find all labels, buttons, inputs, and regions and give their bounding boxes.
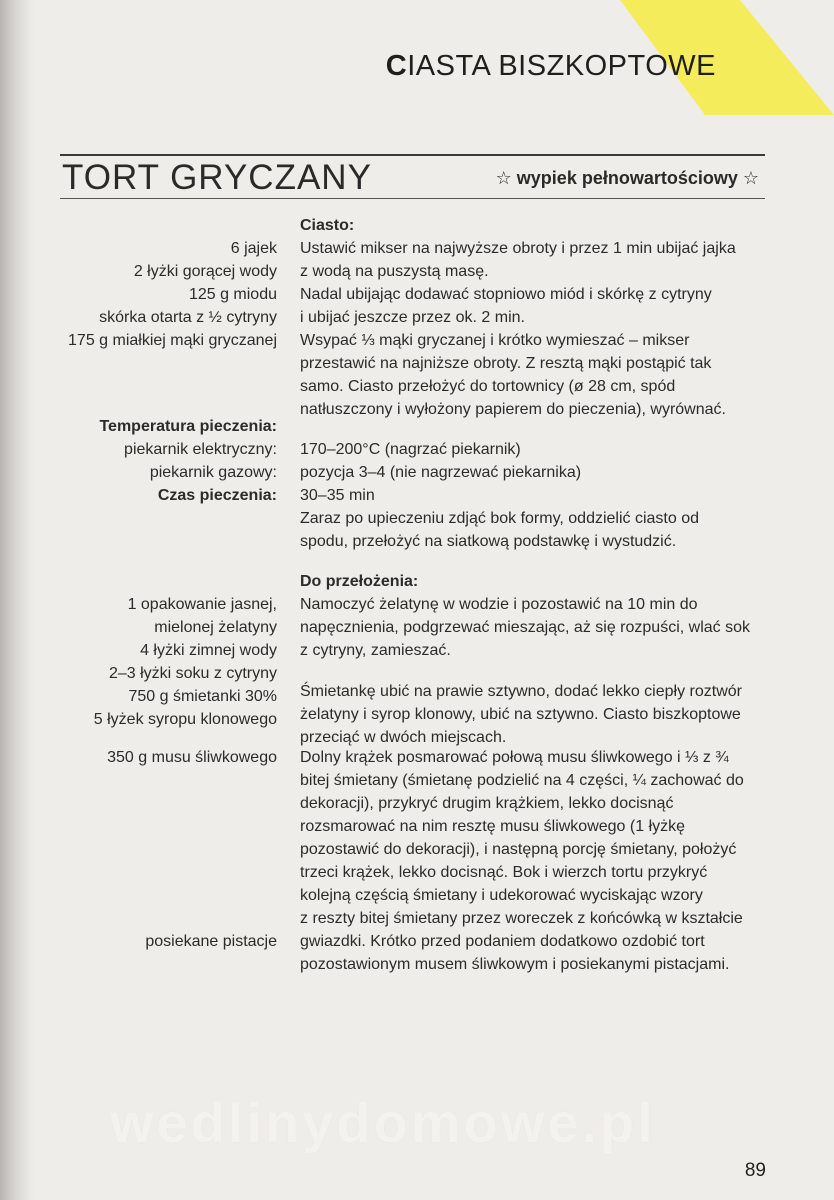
filling-steps-a	[300, 570, 770, 662]
gas-oven-value: pozycja 3–4 (nie nagrzewać piekarnika)	[300, 464, 582, 481]
ingredient: 4 łyżki zimnej wody	[140, 642, 277, 659]
section-heading: Ciasto:	[300, 217, 355, 234]
step-line: i ubijać jeszcze przez ok. 2 min.	[300, 309, 525, 326]
ingredient: 350 g musu śliwkowego	[107, 749, 277, 766]
step-line: Wsypać ⅓ mąki gryczanej i krótko wymieszać – mikser	[300, 332, 690, 349]
baking-time-label: Czas pieczenia:	[157, 487, 277, 504]
ingredient: 750 g śmietanki 30%	[128, 688, 277, 705]
step-line: przeciąć w dwóch miejscach.	[300, 729, 507, 746]
baking-values	[300, 438, 770, 553]
step-line: bitej śmietany (śmietanę podzielić na 4 części, ¼ zachować do	[300, 772, 744, 789]
mus-ingredient	[40, 746, 277, 769]
page-number: 89	[744, 1160, 766, 1181]
electric-oven-label: piekarnik elektryczny:	[124, 441, 277, 458]
ingredient: 6 jajek	[230, 240, 277, 257]
watermark: wedlinydomowe.pl	[110, 1091, 656, 1154]
ingredient: 2 łyżki gorącej wody	[133, 263, 277, 280]
step-line: rozsmarować na nim resztę musu śliwkowego (1 łyżkę	[300, 818, 686, 835]
step-line: z wodą na puszystą masę.	[300, 263, 489, 280]
step-line: samo. Ciasto przełożyć do tortownicy (ø 28 cm, spód	[300, 378, 676, 395]
step-line: natłuszczony i wyłożony papierem do pieczenia), wyrównać.	[300, 401, 726, 418]
chapter-title: CIASTA BISZKOPTOWE	[385, 50, 716, 82]
baking-temp-label: Temperatura pieczenia:	[99, 418, 277, 435]
ingredient: 5 łyżek syropu klonowego	[93, 711, 277, 728]
step-line: kolejną częścią śmietany i udekorować wyciskając wzory	[300, 887, 703, 904]
step-line: z cytryny, zamieszać.	[300, 642, 451, 659]
electric-oven-value: 170–200°C (nagrzać piekarnik)	[300, 441, 521, 458]
step-line: Nadal ubijając dodawać stopniowo miód i skórkę z cytryny	[300, 286, 712, 303]
ingredient: 1 opakowanie jasnej,	[127, 596, 277, 613]
step-line: Namoczyć żelatynę w wodzie i pozostawić na 10 min do	[300, 596, 698, 613]
filling-ingredients	[40, 593, 277, 731]
step-line: przestawić na najniższe obroty. Z resztą mąki postąpić tak	[300, 355, 712, 372]
recipe-subtitle: ☆ wypiek pełnowartościowy ☆	[495, 168, 759, 188]
ciasto-ingredients	[40, 237, 277, 352]
header-rule	[60, 154, 765, 156]
step-line: Ustawić mikser na najwyższe obroty i przez 1 min ubijać jajka	[300, 240, 736, 257]
ingredient: 125 g miodu	[188, 286, 277, 303]
section-heading: Do przełożenia:	[300, 573, 419, 590]
step-line: napęcznienia, podgrzewać mieszając, aż się rozpuści, wlać sok	[300, 619, 750, 636]
step-line: żelatyny i syrop klonowy, ubić na sztywno. Ciasto biszkoptowe	[300, 706, 741, 723]
step-line: dekoracji), przykryć drugim krążkiem, lekko docisnąć	[300, 795, 674, 812]
pistacje-ingredient	[40, 930, 277, 953]
ingredient: mielonej żelatyny	[154, 619, 277, 636]
baking-time-value: 30–35 min	[300, 487, 375, 504]
ingredient: skórka otarta z ½ cytryny	[99, 309, 277, 326]
step-line: Dolny krążek posmarować połową musu śliwkowego i ⅓ z ¾	[300, 749, 729, 766]
ingredient: 175 g miałkiej mąki gryczanej	[68, 332, 277, 349]
gas-oven-label: piekarnik gazowy:	[149, 464, 277, 481]
title-underline	[60, 198, 765, 199]
recipe-title: TORT GRYCZANY	[62, 158, 372, 197]
step-line: gwiazdki. Krótko przed podaniem dodatkowo ozdobić tort	[300, 933, 705, 950]
page-gutter-shadow	[0, 0, 34, 1200]
step-line: trzeci krążek, lekko docisnąć. Bok i wierzch tortu przykryć	[300, 864, 708, 881]
ciasto-steps	[300, 214, 770, 421]
star-icon: ☆	[742, 168, 759, 188]
step-line: Śmietankę ubić na prawie sztywno, dodać lekko ciepły roztwór	[300, 683, 742, 700]
baking-labels	[40, 415, 277, 507]
filling-steps-c	[300, 746, 770, 976]
star-icon: ☆	[495, 168, 512, 188]
step-line: pozostawić do dekoracji), i następną porcję śmietany, położyć	[300, 841, 737, 858]
ingredient: 2–3 łyżki soku z cytryny	[108, 665, 277, 682]
step-line: Zaraz po upieczeniu zdjąć bok formy, oddzielić ciasto od	[300, 510, 700, 527]
ingredient: posiekane pistacje	[145, 933, 277, 950]
step-line: spodu, przełożyć na siatkową podstawkę i wystudzić.	[300, 533, 677, 550]
step-line: z reszty bitej śmietany przez woreczek z końcówką w kształcie	[300, 910, 743, 927]
filling-steps-b	[300, 680, 770, 749]
step-line: pozostawionym musem śliwkowym i posiekanymi pistacjami.	[300, 956, 730, 973]
